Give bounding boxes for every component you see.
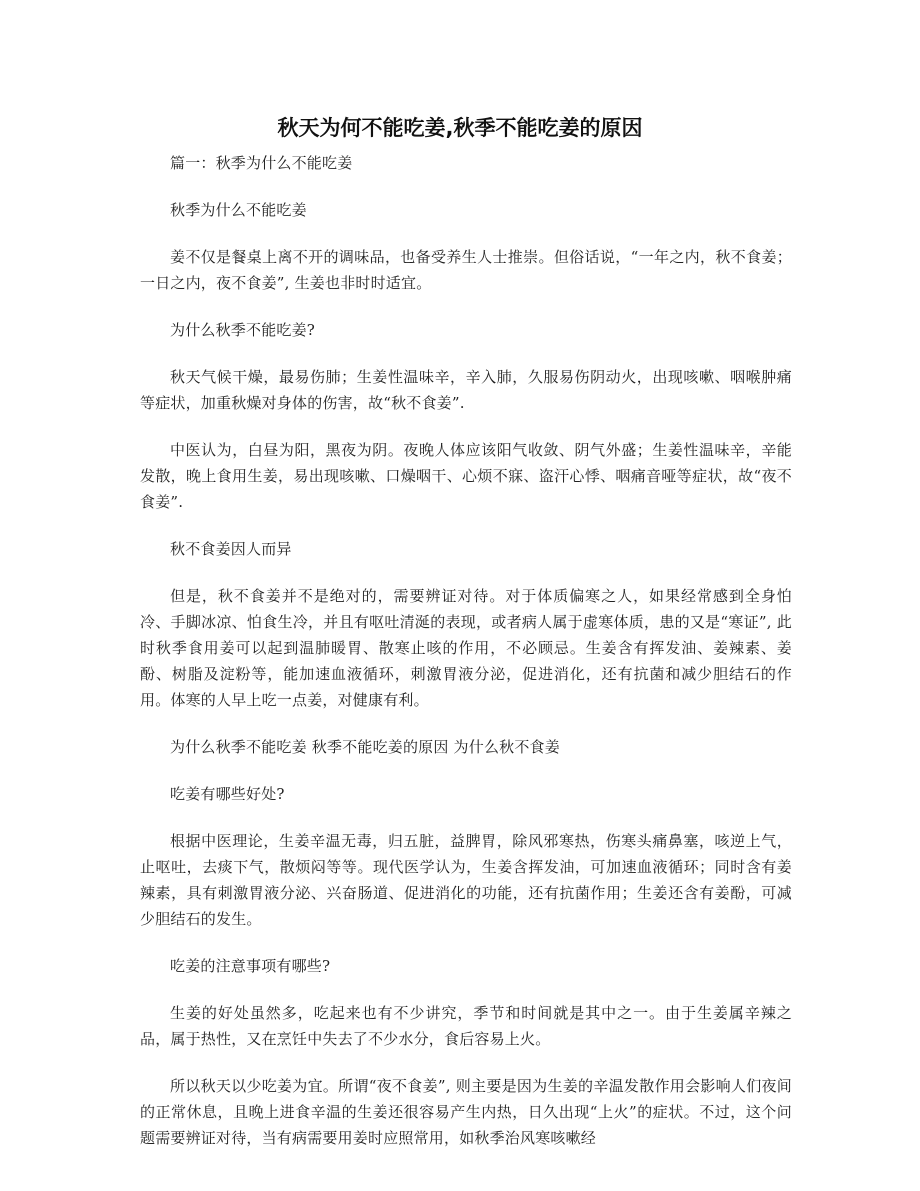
subheading-why-not-eat-ginger: 秋季为什么不能吃姜 xyxy=(170,201,307,219)
paragraph-intro: 姜不仅是餐桌上离不开的调味品，也备受养生人士推崇。但俗话说，“一年之内，秋不食姜；一日之内，夜不食姜”, 生姜也非时时适宜。 xyxy=(140,248,792,292)
section-heading-part-one: 篇一：秋季为什么不能吃姜 xyxy=(170,154,353,172)
keywords-line: 为什么秋季不能吃姜 秋季不能吃姜的原因 为什么秋不食姜 xyxy=(170,738,560,756)
paragraph-tcm-night: 中医认为，白昼为阳，黑夜为阴。夜晚人体应该阳气收敛、阴气外盛；生姜性温味辛，辛能发散，晚上食用生姜，易出现咳嗽、口燥咽干、心烦不寐、盗汗心悸、咽痛音哑等症状，故“夜不食姜”. xyxy=(140,441,792,511)
page-title: 秋天为何不能吃姜,秋季不能吃姜的原因 xyxy=(277,116,643,140)
article-body xyxy=(140,150,792,1172)
subheading-varies-by-person: 秋不食姜因人而异 xyxy=(170,540,292,558)
paragraph-benefits: 根据中医理论，生姜辛温无毒，归五脏，益脾胃，除风邪寒热，伤寒头痛鼻塞，咳逆上气，止呕吐，去痰下气，散烦闷等等。现代医学认为，生姜含挥发油，可加速血液循环；同时含有姜辣素，具有刺激胃液分泌、兴奋肠道、促进消化的功能，还有抗菌作用；生姜还含有姜酚，可减少胆结石的发生。 xyxy=(140,832,792,928)
paragraph-conclusion: 所以秋天以少吃姜为宜。所谓“夜不食姜”, 则主要是因为生姜的辛温发散作用会影响人们夜间的正常休息，且晚上进食辛温的生姜还很容易产生内热，日久出现“上火”的症状。不过，这个问题需要辨证对待，当有病需要用姜时应照常用，如秋季治风寒咳嗽经 xyxy=(140,1077,792,1147)
question-heading-benefits: 吃姜有哪些好处? xyxy=(170,785,285,803)
paragraph-not-absolute: 但是，秋不食姜并不是绝对的，需要辨证对待。对于体质偏寒之人，如果经常感到全身怕冷、手脚冰凉、怕食生冷，并且有呕吐清涎的表现，或者病人属于虚寒体质，患的又是“寒证”, 此时秋季食用姜可以起到温肺暖胃、散寒止咳的作用，不必顾忌。生姜含有挥发油、姜辣素、姜酚、树脂及淀粉等，能加速血液循环，刺激胃液分泌，促进消化，还有抗菌和减少胆结石的作用。体寒的人早上吃一点姜，对健康有利。 xyxy=(140,587,792,709)
question-heading-precautions: 吃姜的注意事项有哪些? xyxy=(170,957,331,975)
paragraph-precautions: 生姜的好处虽然多，吃起来也有不少讲究，季节和时间就是其中之一。由于生姜属辛辣之品，属于热性，又在烹饪中失去了不少水分，食后容易上火。 xyxy=(140,1004,792,1048)
paragraph-autumn-dry: 秋天气候干燥，最易伤肺；生姜性温味辛，辛入肺，久服易伤阴动火，出现咳嗽、咽喉肿痛等症状，加重秋燥对身体的伤害，故“秋不食姜”. xyxy=(140,368,792,412)
question-heading-why-autumn: 为什么秋季不能吃姜? xyxy=(170,321,316,339)
